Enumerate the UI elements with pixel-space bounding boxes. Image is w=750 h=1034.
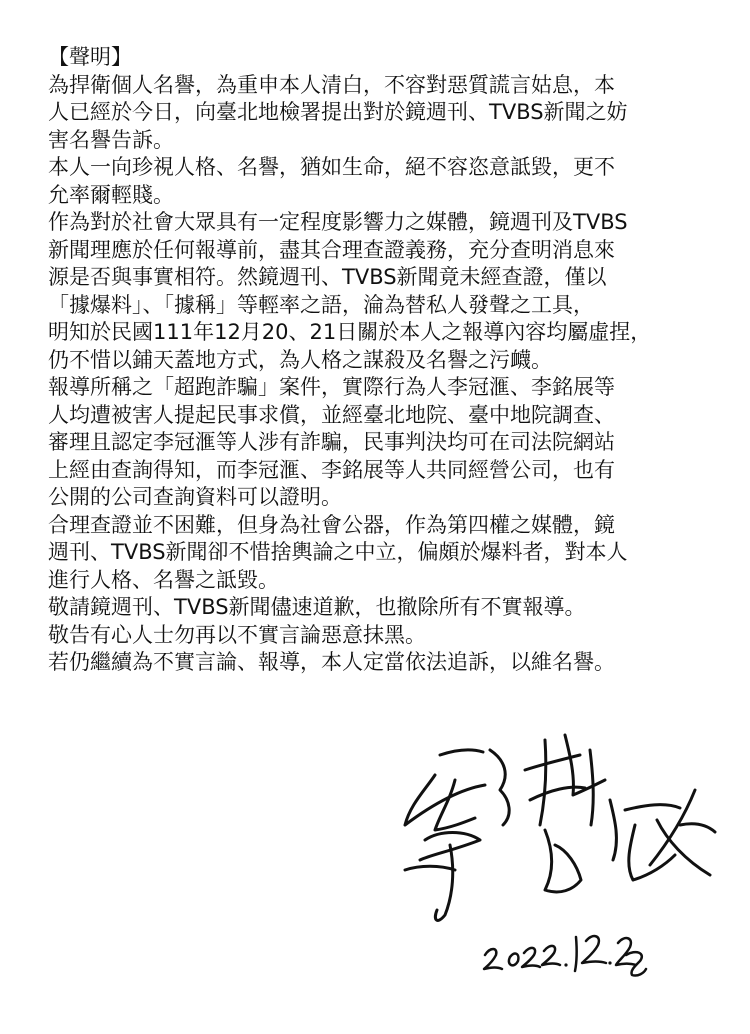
statement-title: 【聲明】 [48, 45, 132, 69]
paragraph-2: 本人一向珍視人格、名譽，猶如生命，絕不容恣意詆毀，更不 允率爾輕賤。 [48, 155, 615, 207]
paragraph-1: 為捍衛個人名譽，為重申本人清白，不容對惡質謊言姑息，本 人已經於今日，向臺北地檢署提出對於鏡週刊、TVBS新聞之妨 害名譽告訴。 [48, 72, 628, 152]
paragraph-4: 報導所稱之「超跑詐騙」案件，實際行為人李冠滙、李銘展等 人均遭被害人提起民事求償，並經臺北地院、臺中地院調查、 審理且認定李冠滙等人涉有詐騙，民事判決均可在司法院網站 上經由查詢得知，而李冠滙、李銘展等人共同經營公司，也有 公開的公司查詢資料可以證明。 [48, 375, 615, 509]
handwritten-signature [395, 730, 725, 950]
paragraph-6: 敬請鏡週刊、TVBS新聞儘速道歉，也撤除所有不實報導。 [48, 595, 586, 619]
paragraph-5: 合理查證並不困難，但身為社會公器，作為第四權之媒體，鏡 週刊、TVBS新聞卻不惜捨輿論之中立，偏頗於爆料者，對本人 進行人格、名譽之詆毀。 [48, 512, 628, 592]
statement-body [48, 44, 708, 677]
paragraph-8: 若仍繼續為不實言論、報導，本人定當依法追訴，以維名譽。 [48, 650, 615, 674]
handwritten-date [480, 925, 650, 980]
paragraph-3: 作為對於社會大眾具有一定程度影響力之媒體，鏡週刊及TVBS 新聞理應於任何報導前，盡其合理查證義務，充分查明消息來 源是否與事實相符。然鏡週刊、TVBS新聞竟未經查證，僅以 「據爆料」、「據稱」等輕率之語，淪為替私人發聲之工具， 明知於民國111年12月20、21日關於本人之報導內容均屬虛捏， 仍不惜以鋪天蓋地方式，為人格之謀殺及名譽之污衊。 [48, 210, 652, 372]
paragraph-7: 敬告有心人士勿再以不實言論惡意抹黑。 [48, 622, 426, 647]
